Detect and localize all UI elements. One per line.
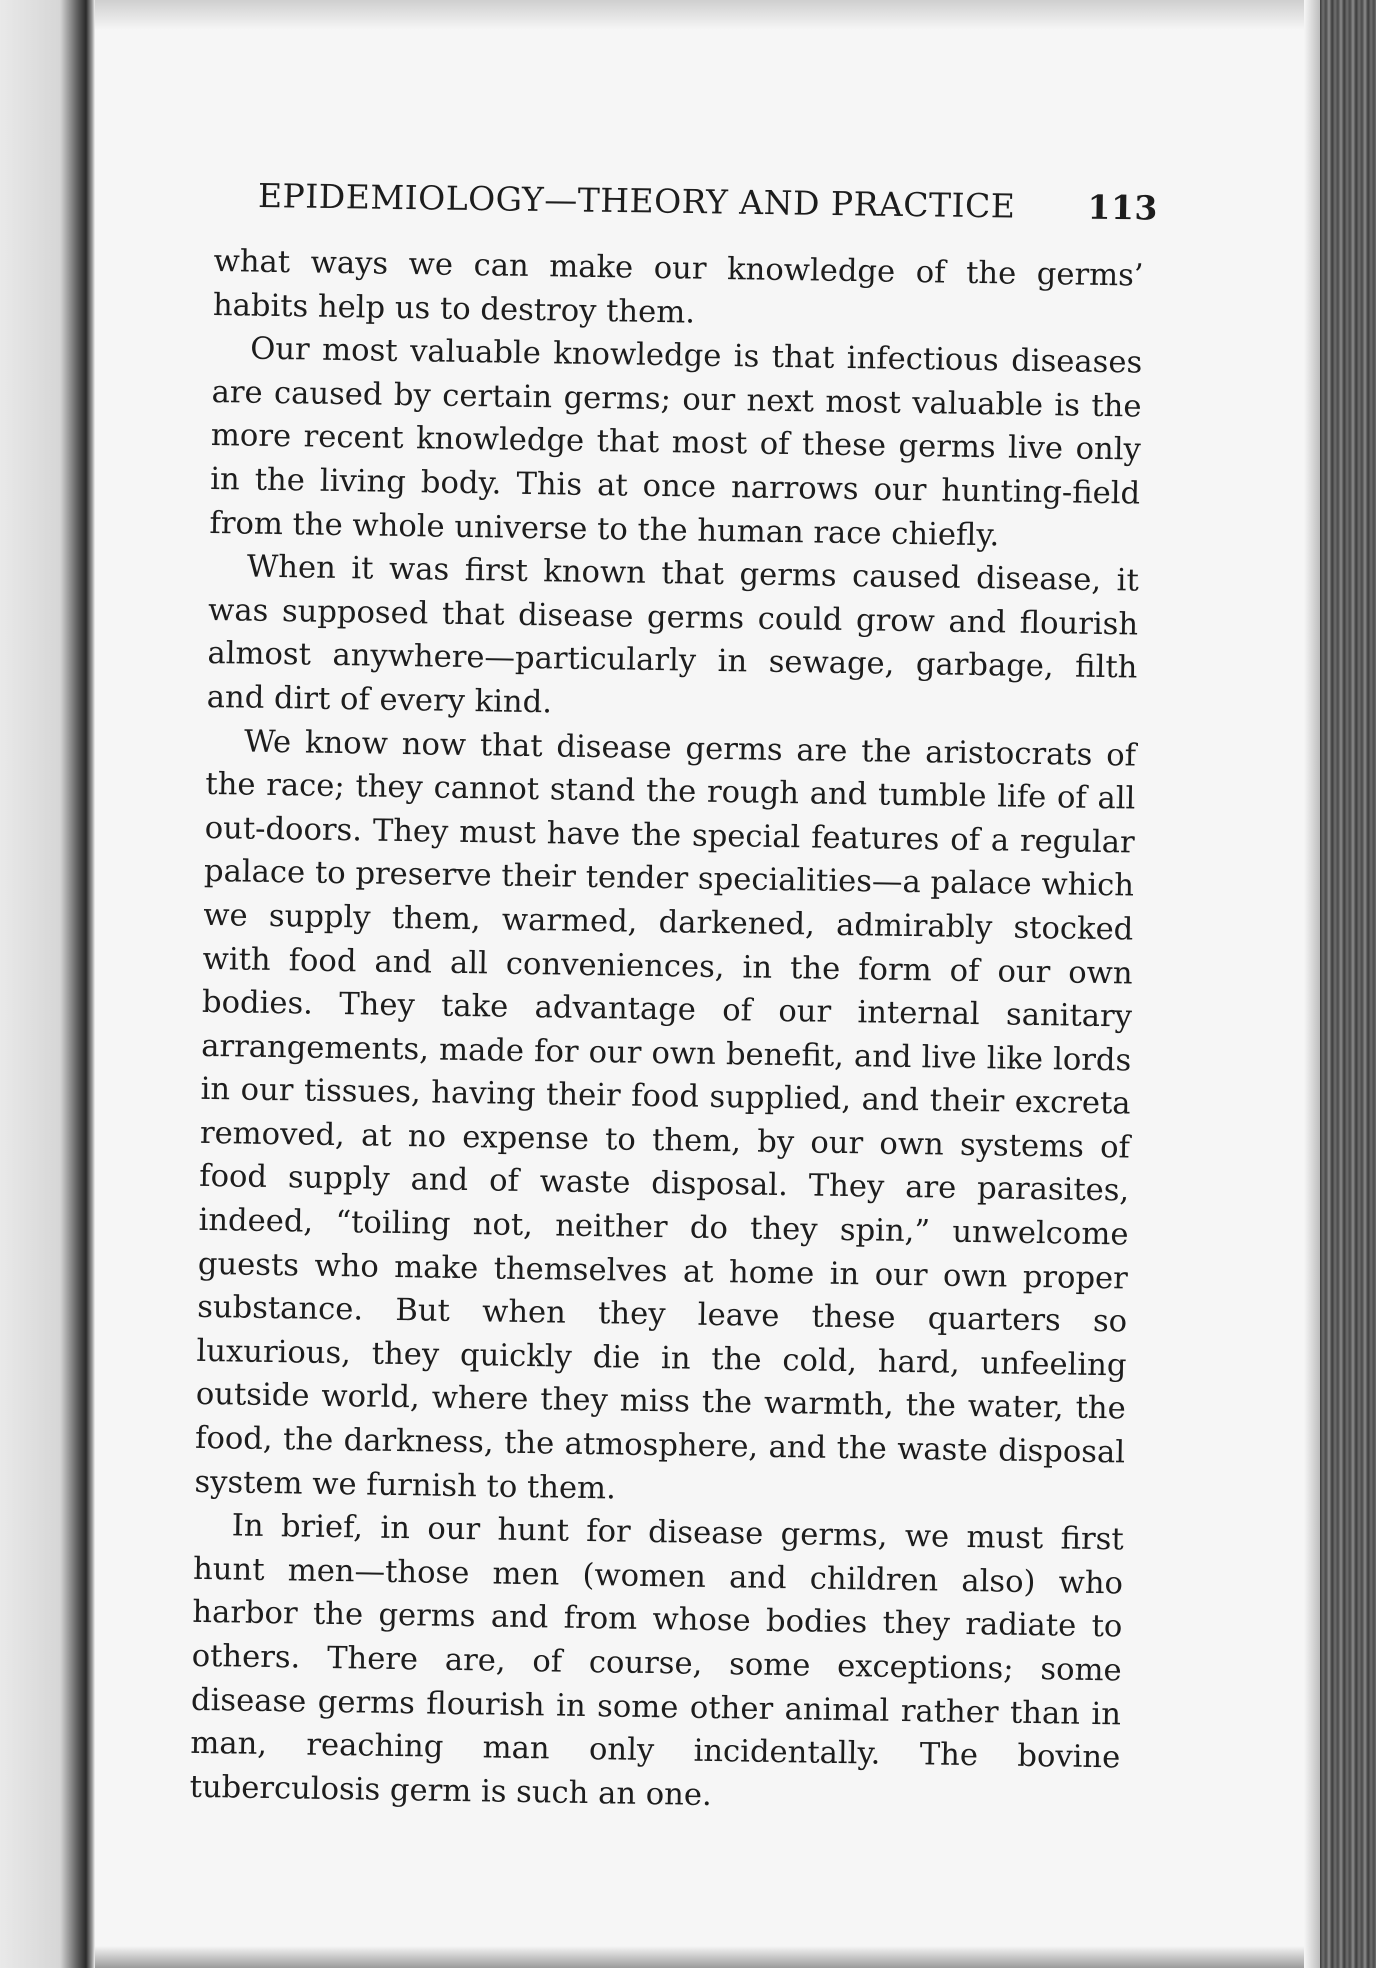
running-head-title: EPIDEMIOLOGY—THEORY AND PRACTICE: [257, 175, 1016, 226]
paragraph: When it was first known that germs caused disease, it was supposed that disease germs could grow and flourish almost anywhere—particularly in sewage, garbage, filth and dirt of every kind.: [206, 549, 1140, 721]
paragraph: In brief, in our hunt for disease germs, we must first hunt men—those men (women and children also) who harbor the germs and from whose bodies they radiate to others. There are, of course, some exceptions; some disease germs flourish in some other animal rather than in man, reaching man only incidentally. The bovine tuberculosis germ is such an one.: [189, 1508, 1124, 1813]
page-top-shadow: [95, 0, 1320, 30]
page-bottom-shadow: [95, 1946, 1320, 1968]
paragraph: We know now that disease germs are the aristocrats of the race; they cannot stand the rough and tumble life of all out-doors. They must have the special features of a regular palace to preserve their tender specialities—a palace which we supply them, warmed, darkened, admirably stocked with food and all conveniences, in the form of our own bodies. They take advantage of our internal sanitary arrangements, made for our own benefit, and live like lords in our tissues, having their food supplied, and their excreta removed, at no expense to them, by our own systems of food supply and of waste disposal. They are parasites, indeed, “toiling not, neither do they spin,” unwelcome guests who make themselves at home in our own proper substance. But when they leave these quarters so luxurious, they quickly die in the cold, hard, unfeeling outside world, where they miss the warmth, the water, the food, the darkness, the atmosphere, and the waste disposal system we furnish to them.: [194, 724, 1137, 1507]
running-head: [258, 172, 1159, 231]
paragraph: Our most valuable knowledge is that infectious diseases are caused by certain germs; our next most valuable is the more recent knowledge that most of these germs live only in the living body. This at once narrows our hunting-field from the whole universe to the human race chiefly.: [209, 331, 1143, 553]
book-gutter: [0, 0, 95, 1968]
paragraph-continued: what ways we can make our knowledge of the germs’ habits help us to destroy them.: [212, 243, 1144, 331]
page-edge-shade: [1304, 0, 1320, 1968]
body-text: [189, 240, 1144, 1824]
page-number: 113: [1087, 187, 1159, 228]
page-stack-edge: [1320, 0, 1376, 1968]
